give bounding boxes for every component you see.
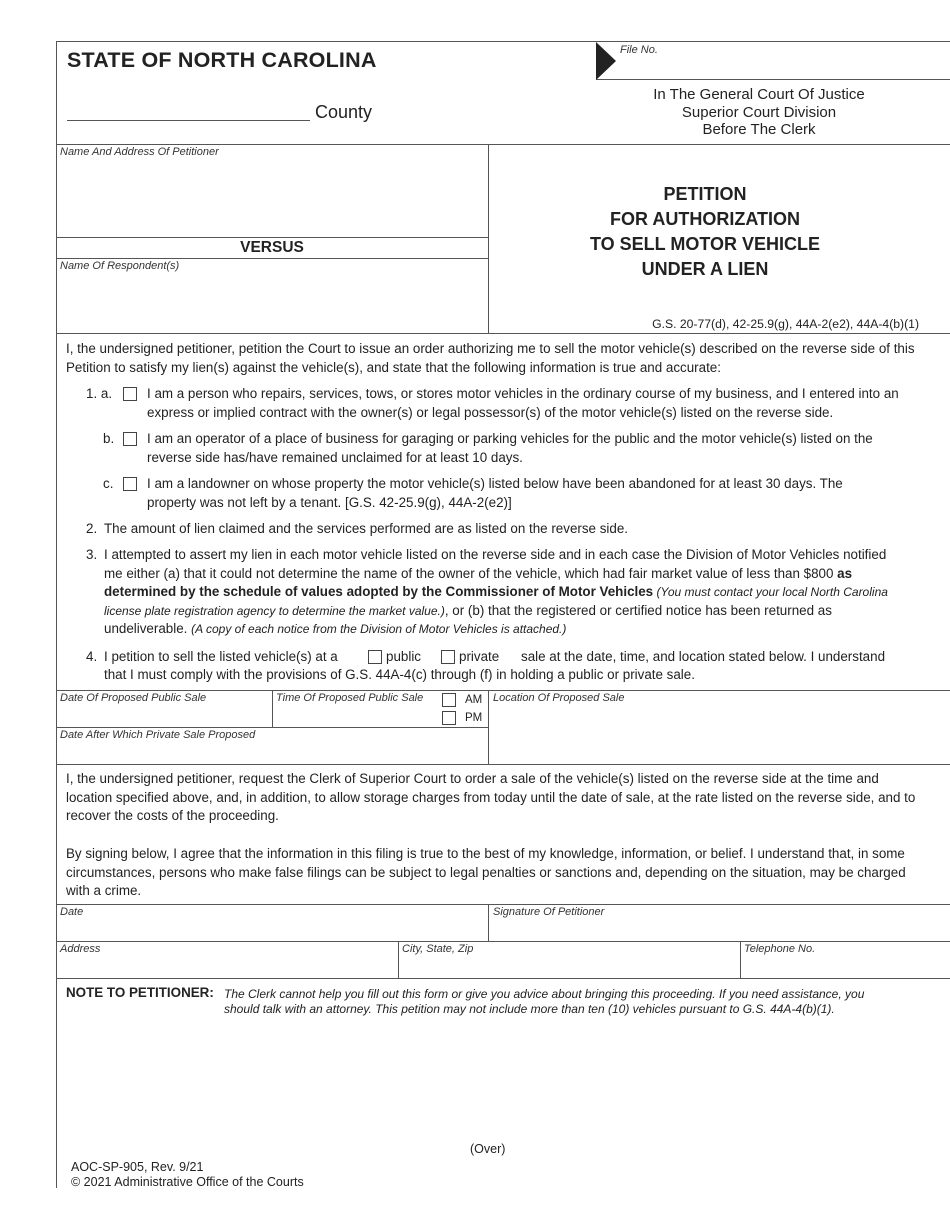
- city-state-zip-field[interactable]: [402, 957, 736, 977]
- item-3-part-b: , or (b) that the registered or certified notice has been returned as undeliverable.: [104, 602, 832, 636]
- item-3-italic-1: (You must contact your local North Carolina license plate registration agency to determine the market value.): [104, 585, 888, 618]
- item-3-part-a: I attempted to assert my lien in each motor vehicle listed on the reverse side and in each case the Division of Motor Vehicles notified me either (a) that it could not determine the name of the owner of the vehicle, which had fair market value of less than $800: [104, 547, 887, 581]
- item-1c-number: c.: [103, 476, 114, 491]
- address-divider-1: [398, 941, 399, 978]
- item-4-end: sale at the date, time, and location stated below. I understand: [521, 649, 886, 664]
- signature-table-bottom: [56, 978, 950, 979]
- title-line-4: UNDER A LIEN: [641, 259, 769, 279]
- item-1a-number: 1. a.: [86, 386, 113, 401]
- county-field[interactable]: [67, 120, 310, 121]
- note-line-2: should talk with an attorney. This petition may not include more than ten (10) vehicles pursuant to G.S. 44A-4(b)(1).: [224, 1002, 835, 1016]
- petition-title: [489, 182, 921, 282]
- date-label: Date: [60, 906, 84, 918]
- intro-paragraph: I, the undersigned petitioner, petition the Court to issue an order authorizing me to sell the motor vehicle(s) described on the reverse side of this Petition to satisfy my lien(s) against the vehicle(s), and state that the following information is true and accurate:: [66, 341, 915, 375]
- date-public-sale-field[interactable]: [60, 706, 268, 726]
- item-2-text: The amount of lien claimed and the services performed are as listed on the reverse side.: [104, 521, 628, 536]
- location-label: Location Of Proposed Sale: [493, 692, 625, 704]
- sale-table-bottom: [56, 764, 950, 765]
- item-3-number: 3.: [86, 547, 98, 562]
- form-id: AOC-SP-905, Rev. 9/21: [71, 1160, 204, 1174]
- item-4-start: I petition to sell the listed vehicle(s) at a: [104, 649, 338, 664]
- state-title: STATE OF NORTH CAROLINA: [67, 48, 377, 72]
- court-name: [596, 86, 922, 139]
- date-field[interactable]: [60, 920, 484, 940]
- header-divider: [56, 144, 950, 145]
- item-1c-text: I am a landowner on whose property the motor vehicle(s) listed below have been abandoned for at least 30 days. The property was not left by a tenant. [G.S. 42-25.9(g), 44A-2(e2)]: [147, 476, 843, 510]
- county-label: County: [315, 102, 373, 122]
- item-3-italic-2: (A copy of each notice from the Division of Motor Vehicles is attached.): [191, 622, 567, 636]
- time-public-sale-label: Time Of Proposed Public Sale: [276, 692, 424, 704]
- pm-label: PM: [465, 712, 483, 724]
- title-line-1: PETITION: [663, 184, 747, 204]
- location-field[interactable]: [493, 706, 943, 762]
- title-bottom: [56, 333, 950, 334]
- left-border: [56, 41, 57, 1188]
- am-label: AM: [465, 694, 483, 706]
- telephone-field[interactable]: [744, 957, 944, 977]
- title-line-2: FOR AUTHORIZATION: [610, 209, 800, 229]
- title-line-3: TO SELL MOTOR VEHICLE: [589, 234, 821, 254]
- sale-divider-1: [272, 690, 273, 727]
- sale-divider-2: [488, 690, 489, 764]
- signature-label: Signature Of Petitioner: [493, 906, 605, 918]
- file-no-label: File No.: [620, 44, 658, 56]
- court-line-1: In The General Court Of Justice: [653, 86, 865, 103]
- statute-reference: G.S. 20-77(d), 42-25.9(g), 44A-2(e2), 44A-4(b)(1): [652, 317, 919, 331]
- time-public-sale-field[interactable]: [276, 706, 436, 726]
- item-4-private-label: private: [459, 649, 500, 664]
- private-sale-date-label: Date After Which Private Sale Proposed: [60, 729, 256, 741]
- checkbox-1c[interactable]: [123, 477, 137, 491]
- address-field[interactable]: [60, 957, 394, 977]
- checkbox-public[interactable]: [368, 650, 382, 664]
- item-4-number: 4.: [86, 649, 98, 664]
- signature-divider: [488, 904, 489, 941]
- item-1b-number: b.: [103, 431, 115, 446]
- telephone-label: Telephone No.: [744, 943, 816, 955]
- request-paragraph: I, the undersigned petitioner, request the Clerk of Superior Court to order a sale of the vehicle(s) listed on the reverse side at the time and location specified above, and, in addition, to allow storage charges from today until the date of sale, at the rate listed on the reverse side, and to recover the costs of the proceeding.: [66, 771, 916, 823]
- item-1b-text: I am an operator of a place of business for garaging or parking vehicles for the public and the motor vehicle(s) listed on the reverse side has/have remained unclaimed for at least 10 days.: [147, 431, 873, 465]
- sale-table-top: [56, 690, 950, 691]
- item-3-text: [104, 546, 904, 639]
- petitioner-label: Name And Address Of Petitioner: [60, 146, 219, 158]
- date-public-sale-label: Date Of Proposed Public Sale: [60, 692, 207, 704]
- note-heading: NOTE TO PETITIONER:: [66, 985, 214, 1000]
- versus-label: VERSUS: [240, 239, 304, 256]
- checkbox-1a[interactable]: [123, 387, 137, 401]
- sale-row-divider: [56, 727, 488, 728]
- copyright: © 2021 Administrative Office of the Courts: [71, 1175, 304, 1189]
- item-2-number: 2.: [86, 521, 98, 536]
- signature-table-top: [56, 904, 950, 905]
- note-line-1: The Clerk cannot help you fill out this form or give you advice about bringing this proceeding. If you need assistance, you: [224, 987, 865, 1001]
- file-no-field[interactable]: [620, 56, 940, 78]
- respondent-label: Name Of Respondent(s): [60, 260, 180, 272]
- top-border: [56, 41, 596, 42]
- item-4-line-2: that I must comply with the provisions of G.S. 44A-4(c) through (f) in holding a public or private sale.: [104, 667, 695, 682]
- checkbox-am[interactable]: [442, 693, 456, 707]
- court-line-2: Superior Court Division: [681, 103, 837, 121]
- item-4-public-label: public: [386, 649, 421, 664]
- private-sale-date-field[interactable]: [60, 743, 484, 763]
- file-no-bottom: [596, 79, 950, 80]
- address-row-top: [56, 941, 950, 942]
- respondent-field[interactable]: [60, 276, 484, 330]
- versus-bottom: [56, 258, 488, 259]
- court-line-3: Before The Clerk: [702, 121, 816, 138]
- over-label: (Over): [470, 1142, 506, 1156]
- file-no-top: [596, 41, 950, 42]
- item-1a-text: I am a person who repairs, services, tows, or stores motor vehicles in the ordinary course of my business, and I entered into an express or implied contract with the owner(s) or legal possessor(s) of the motor vehicle(s) listed on the reverse side.: [147, 386, 899, 420]
- checkbox-private[interactable]: [441, 650, 455, 664]
- address-label: Address: [60, 943, 101, 955]
- signature-field[interactable]: [493, 920, 943, 940]
- arrow-marker-icon: [596, 42, 618, 80]
- checkbox-1b[interactable]: [123, 432, 137, 446]
- versus-top: [56, 237, 488, 238]
- attestation-paragraph: By signing below, I agree that the information in this filing is true to the best of my knowledge, information, or belief. I understand that, in some circumstances, persons who make false filings can be subject to legal penalties or sanctions and, depending on the situation, may be charged with a crime.: [66, 846, 906, 898]
- city-state-zip-label: City, State, Zip: [402, 943, 474, 955]
- checkbox-pm[interactable]: [442, 711, 456, 725]
- petitioner-field[interactable]: [60, 162, 484, 234]
- address-divider-2: [740, 941, 741, 978]
- item-3-bold: as determined by the schedule of values adopted by the Commissioner of Motor Vehicles: [104, 565, 853, 599]
